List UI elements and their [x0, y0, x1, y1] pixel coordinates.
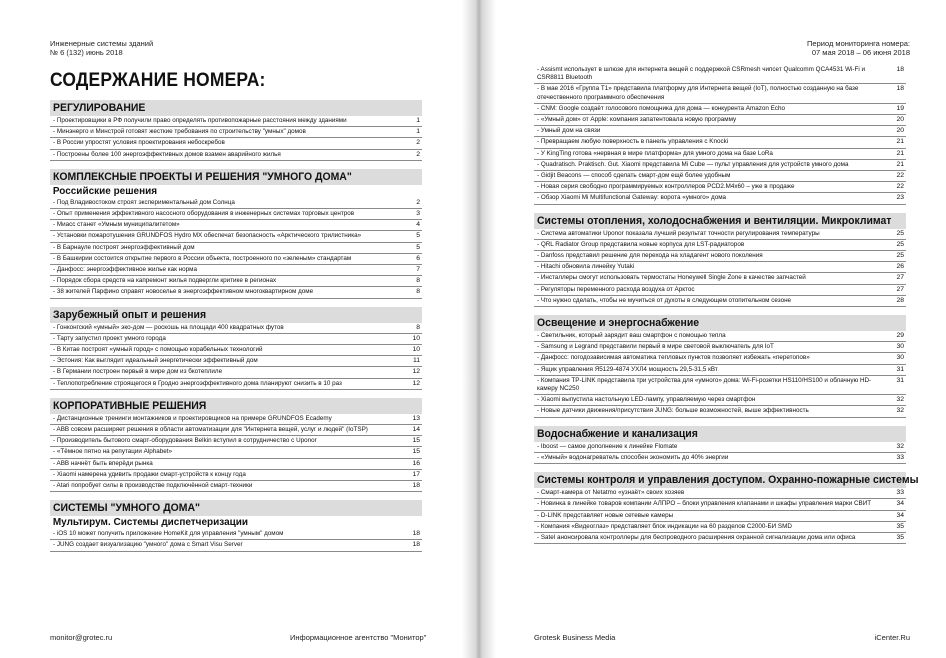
toc-entry-text: - В Китае построят «умный город» с помощью корабельных технологий [53, 346, 263, 354]
toc-entry[interactable] [50, 138, 422, 149]
left-footer-email: monitor@grotec.ru [50, 633, 113, 642]
left-header-line2: № 6 (132) июнь 2018 [50, 48, 123, 57]
toc-entry-page: 20 [896, 127, 904, 135]
toc-entry-text: - В Барнауле построят энергоэффективный дом [53, 243, 195, 251]
toc-entry-text: - У KingTing готова «нервная в мире платформа» для умного дома на базе LoRa [537, 149, 773, 157]
toc-entry-page: 16 [412, 459, 420, 467]
section-header-bar [50, 307, 422, 323]
toc-entry[interactable] [50, 209, 422, 220]
toc-entry-text: - Ящик управления Я5129-4874 УХЛ4 мощность 29,5-31,5 кВт [537, 365, 718, 373]
toc-entry-page: 5 [416, 232, 420, 240]
toc-entry-text: - Компания «Видеоглаз» представляет блок индикации на 60 разделов С2000-БИ SMD [537, 522, 792, 530]
toc-entry[interactable] [534, 126, 906, 137]
section-header-bar [534, 213, 906, 229]
toc-entry[interactable] [534, 353, 906, 364]
toc-entry-page: 3 [416, 210, 420, 218]
right-header-line1: Период мониторинга номера: [807, 39, 910, 48]
right-running-header [807, 39, 910, 57]
toc-entry[interactable] [50, 345, 422, 356]
toc-entry-text: - В Башкирии состоится открытие первого в России объекта, построенного по «зеленым» стандартам [53, 254, 352, 262]
toc-entry-page: 11 [412, 357, 420, 365]
toc-entry-text: - Данфосс: энергоэффективное жилье как норма [53, 266, 197, 274]
toc-entry-text: - Регуляторы переменного расхода воздуха от Арктос [537, 285, 695, 293]
section-title: Освещение и энергоснабжение [537, 317, 700, 330]
toc-entry[interactable] [534, 499, 906, 510]
toc-entry-page: 18 [896, 66, 904, 73]
toc-entry-text: - Система автоматики Uponor показала лучший результат точности регулирования температуры [537, 229, 820, 237]
section-subtitle: Мультирум. Системы диспетчеризации [52, 516, 249, 529]
toc-entry-text: - Xiaomi намерена удивить продажи смарт-устройств к концу года [53, 470, 246, 478]
toc-entry-text: - Новая серия свободно программируемых контроллеров PCD2.M4x60 – уже в продаже [537, 183, 795, 191]
section-subtitle: Российские решения [52, 184, 158, 197]
toc-entry-text: - Danfoss представил решение для перехода на хладагент нового поколения [537, 252, 763, 260]
toc-entry-text: - Новинка в линейке товаров компании АЛПРО – блоки управления клапанами и шкафы управления марки СВИТ [537, 500, 872, 508]
toc-entry[interactable] [534, 331, 906, 342]
toc-entry-text: - Iboost — самое дополнение к линейке Flomate [537, 442, 678, 450]
toc-entry-text: - ABB совсем расширяет решения в области автоматизации для "Интернета вещей, услуг и людей" (IoTSP) [53, 426, 368, 434]
toc-entry[interactable] [50, 334, 422, 345]
toc-section [534, 213, 906, 307]
toc-entry[interactable] [50, 220, 422, 231]
toc-section [534, 426, 906, 464]
toc-entry-page: 32 [896, 407, 904, 415]
toc-entry-page: 28 [896, 296, 904, 304]
toc-entry[interactable] [534, 251, 906, 262]
toc-entry-page: 18 [412, 530, 420, 538]
toc-entry-text: - Assismt использует в шлюзе для интернета вещей с поддержкой CSRmesh чипсет Qualcomm QCA4531 Wi-Fi и CSR8811 Bluetooth [537, 66, 866, 82]
toc-entry-text: - Эстония: Как выглядит идеальный энергетически эффективный дом [53, 357, 258, 365]
toc-entry-text: - iOS 10 может получить приложение HomeKit для управления "умным" домом [53, 530, 284, 538]
toc-entry-page: 34 [896, 511, 904, 519]
toc-entry-text: - Смарт-камера от Netatmo «узнаёт» своих хозяев [537, 489, 685, 497]
toc-entry[interactable] [50, 276, 422, 287]
toc-entry-text: - QRL Radiator Group представила новые корпуса для LST-радиаторов [537, 240, 745, 248]
toc-entry-page: 8 [416, 288, 420, 296]
toc-entry[interactable] [534, 296, 906, 307]
section-title: Системы контроля и управления доступом. Охранно-пожарные системы [537, 474, 919, 487]
toc-entry[interactable] [534, 395, 906, 406]
toc-entry-text: - В России упростят условия проектирования небоскребов [53, 139, 225, 147]
toc-entry[interactable] [50, 287, 422, 298]
toc-entry-page: 1 [416, 117, 420, 124]
toc-entry-text: - Умный дом на связи [537, 127, 601, 135]
left-page [0, 0, 462, 658]
section-title: Водоснабжение и канализация [537, 427, 698, 440]
toc-entry-text: - Миасс станет «Умным муниципалитетом» [53, 221, 180, 229]
toc-entry-page: 10 [412, 334, 420, 342]
toc-entry-page: 18 [412, 482, 420, 490]
toc-entry[interactable] [50, 367, 422, 378]
left-toc-column [50, 100, 422, 560]
toc-entry[interactable] [534, 522, 906, 533]
toc-entry-page: 1 [416, 128, 420, 136]
toc-entry[interactable] [534, 65, 906, 84]
toc-entry-text: - «Умный» водонагреватель способен экономить до 40% энергии [537, 453, 729, 461]
toc-entry[interactable] [534, 84, 906, 103]
toc-entry-text: - JUNG создает визуализацию "умного" дома с Smart Visu Server [53, 541, 243, 549]
toc-entry-text: - «Умный дом» от Apple: компания запатентовала новую программу [537, 116, 737, 124]
toc-entry-page: 34 [896, 500, 904, 508]
toc-entry-text: - Под Владивостоком строят экспериментальный дом Солнца [53, 198, 235, 206]
section-title: КОРПОРАТИВНЫЕ РЕШЕНИЯ [53, 399, 207, 412]
toc-entry-text: - Гонконгский «умный» эко-дом — роскошь на площади 400 квадратных футов [53, 323, 284, 331]
toc-entry-page: 18 [896, 85, 904, 93]
toc-entry[interactable] [50, 231, 422, 242]
toc-entry-page: 35 [896, 533, 904, 541]
left-running-header [50, 39, 153, 57]
toc-section [534, 65, 906, 205]
toc-section [534, 472, 919, 544]
toc-entry-page: 17 [412, 470, 420, 478]
section-header-bar [50, 169, 422, 185]
toc-title: СОДЕРЖАНИЕ НОМЕРА: [50, 70, 266, 91]
toc-entry-text: - Тарту запустил проект умного города [53, 334, 166, 342]
toc-entry-page: 27 [896, 285, 904, 293]
toc-entry-page: 31 [896, 376, 904, 384]
toc-entry-text: - ABB начнёт быть вперёди рынка [53, 459, 153, 467]
toc-entry-text: - В Германии построен первый в мире дом из бкотеплиле [53, 368, 223, 376]
toc-entry[interactable] [50, 127, 422, 138]
toc-entry[interactable] [534, 406, 906, 417]
toc-entry-page: 12 [412, 379, 420, 387]
section-title: КОМПЛЕКСНЫЕ ПРОЕКТЫ И РЕШЕНИЯ "УМНОГО ДОМА" [53, 170, 352, 183]
toc-entry[interactable] [50, 529, 422, 540]
toc-entry-page: 30 [896, 354, 904, 362]
toc-entry-page: 2 [416, 198, 420, 206]
toc-entry[interactable] [50, 379, 422, 390]
toc-entry-page: 32 [896, 442, 904, 450]
section-header-bar [534, 315, 906, 331]
toc-entry-page: 21 [896, 149, 904, 157]
toc-entry-text: - Данфосс: погодозависимая автоматика тепловых пунктов позволяет избежать «перетопов» [537, 354, 810, 362]
toc-entry-page: 12 [412, 368, 420, 376]
toc-entry-page: 10 [412, 346, 420, 354]
toc-entry-page: 31 [896, 365, 904, 373]
toc-entry-text: - Samsung и Legrand представили первый в мире световой выключатель для IoT [537, 343, 774, 351]
toc-entry[interactable] [534, 115, 906, 126]
right-toc-column [534, 65, 919, 552]
toc-entry-text: - В мае 2016 «Группа Т1» представила платформу для Интернета вещей (IoT), полностью созданную на базе отечественного программного обеспечения [537, 85, 859, 101]
toc-entry-text: - Satel анонсировала контроллеры для беспроводного расширения охранной сигнализации дома или офиса [537, 533, 856, 541]
toc-entry[interactable] [534, 160, 906, 171]
toc-entry[interactable] [534, 137, 906, 148]
toc-entry-page: 27 [896, 274, 904, 282]
section-header-bar [50, 398, 422, 414]
toc-entry-page: 30 [896, 343, 904, 351]
toc-entry[interactable] [534, 453, 906, 464]
toc-entry-page: 21 [896, 138, 904, 146]
toc-entry-text: - Компания TP-LINK представила три устройства для «умного» дома: Wi-Fi-розетки HS110/HS100 и облачную HD-камеру NC250 [537, 376, 872, 393]
toc-entry-text: - Установки пожаротушения GRUNDFOS Hydro MX обеспечат безопасность «Арктического трилистника» [53, 232, 362, 240]
right-header-line2: 07 мая 2018 – 06 июня 2018 [811, 48, 910, 57]
section-title: СИСТЕМЫ "УМНОГО ДОМА" [53, 502, 200, 515]
toc-entry-page: 22 [896, 183, 904, 191]
toc-entry-page: 26 [896, 263, 904, 271]
toc-entry-page: 4 [416, 221, 420, 229]
toc-section [50, 307, 422, 390]
toc-entry-text: - Минэнерго и Минстрой готовят жесткие требования по строительству "умных" домов [53, 128, 306, 136]
toc-entry[interactable] [534, 229, 906, 240]
toc-entry-page: 29 [896, 332, 904, 340]
toc-section [50, 500, 422, 551]
toc-entry[interactable] [534, 182, 906, 193]
toc-entry-page: 25 [896, 252, 904, 260]
toc-entry[interactable] [50, 470, 422, 481]
toc-entry-page: 21 [896, 160, 904, 168]
toc-entry[interactable] [534, 342, 906, 353]
toc-entry-text: - D-LINK представляет новые сетевые камеры [537, 511, 674, 519]
toc-entry[interactable] [50, 356, 422, 367]
toc-entry-text: - Инсталлеры смогут использовать термостаты Honeywell Single Zone в качестве запчастей [537, 274, 806, 282]
toc-entry-text: - Hitachi обновила линейку Yutaki [537, 263, 635, 271]
toc-entry[interactable] [50, 116, 422, 127]
right-page [496, 0, 946, 658]
toc-entry[interactable] [534, 193, 906, 204]
toc-entry[interactable] [50, 150, 422, 161]
section-header-bar [50, 100, 422, 116]
left-header-line1: Инженерные системы зданий [50, 39, 154, 48]
toc-entry[interactable] [534, 376, 906, 395]
toc-entry-text: - Quadratisch. Praktisch. Gut. Xiaomi представила Mi Cube — пульт управления для устройств умного дома [537, 160, 849, 168]
toc-entry[interactable] [50, 425, 422, 436]
toc-entry-text: - Дистанционные тренинги монтажников и проектировщиков на примере GRUNDFOS Ecademy [53, 414, 332, 422]
section-header-bar [534, 426, 906, 442]
toc-entry-page: 25 [896, 229, 904, 237]
toc-entry-page: 15 [412, 437, 420, 445]
toc-entry[interactable] [50, 243, 422, 254]
toc-entry-page: 7 [416, 266, 420, 274]
page-gutter [462, 0, 496, 658]
toc-entry[interactable] [50, 265, 422, 276]
section-title: Системы отопления, холодоснабжения и вентиляции. Микроклимат [537, 214, 892, 227]
toc-entry-text: - Gidjit Beacons — способ сделать смарт-дом ещё более удобным [537, 172, 731, 180]
section-title: РЕГУЛИРОВАНИЕ [53, 102, 146, 114]
toc-section [50, 100, 422, 161]
toc-entry-page: 13 [412, 414, 420, 422]
toc-entry-page: 20 [896, 116, 904, 124]
toc-entry-page: 25 [896, 240, 904, 248]
toc-entry-text: - Atari попробует силы в производстве подключённой смарт-техники [53, 482, 253, 490]
toc-entry[interactable] [534, 273, 906, 284]
toc-section [534, 315, 906, 418]
toc-entry-text: - Производитель бытового смарт-оборудования Belkin вступил в сотрудничество с Uponor [53, 437, 317, 445]
toc-entry[interactable] [534, 511, 906, 522]
toc-entry-text: - Новые датчики движения/присутствия JUNG: больше возможностей, выше эффективность [537, 407, 809, 415]
toc-entry-page: 33 [896, 489, 904, 497]
toc-section [50, 398, 422, 492]
toc-entry-page: 23 [896, 194, 904, 202]
toc-entry-text: - Проектировщики в РФ получили право определять противопожарные расстояния между зданиями [53, 117, 347, 124]
toc-entry[interactable] [534, 285, 906, 296]
toc-entry-text: - Обзор Xiaomi Mi Multifunctional Gateway: ворота «умного» дома [537, 194, 727, 202]
toc-entry[interactable] [50, 323, 422, 334]
toc-entry-page: 2 [416, 139, 420, 147]
toc-entry-page: 5 [416, 243, 420, 251]
toc-entry[interactable] [50, 414, 422, 425]
toc-entry[interactable] [534, 104, 906, 115]
toc-entry[interactable] [534, 442, 906, 453]
toc-entry-text: - CNM: Google создаёт голосового помощника для дома — конкурента Amazon Echo [537, 104, 785, 112]
section-header-bar [534, 472, 919, 488]
toc-entry-text: - 38 жителей Парфино справят новоселье в энергоэффективном многоквартирном доме [53, 288, 314, 296]
toc-entry-text: - Построены более 100 энергоэффективных домов взамен аварийного жилья [53, 150, 281, 158]
toc-entry[interactable] [534, 171, 906, 182]
toc-entry-page: 2 [416, 150, 420, 158]
toc-entry-page: 19 [896, 104, 904, 112]
toc-entry[interactable] [50, 540, 422, 551]
section-header-bar [50, 500, 422, 516]
toc-entry-page: 6 [416, 254, 420, 262]
toc-entry[interactable] [50, 254, 422, 265]
toc-entry-text: - Порядок сбора средств на капремонт жилья подвергли критике в регионах [53, 277, 277, 285]
toc-entry[interactable] [534, 240, 906, 251]
toc-entry-page: 33 [896, 453, 904, 461]
toc-entry-page: 14 [412, 426, 420, 434]
toc-entry-page: 22 [896, 172, 904, 180]
toc-entry-text: - Опыт применения эффективного насосного оборудования в инженерных системах торговых центров [53, 210, 355, 218]
toc-entry-page: 15 [412, 448, 420, 456]
toc-entry[interactable] [50, 198, 422, 209]
toc-entry[interactable] [534, 533, 906, 544]
section-title: Зарубежный опыт и решения [53, 308, 207, 321]
toc-entry-page: 18 [412, 541, 420, 549]
toc-section [50, 169, 422, 299]
toc-entry[interactable] [534, 262, 906, 273]
toc-entry-text: - Xiaomi выпустила настольную LED-лампу, управляемую через смартфон [537, 396, 756, 404]
toc-entry-page: 8 [416, 277, 420, 285]
toc-entry[interactable] [50, 481, 422, 492]
toc-entry[interactable] [50, 459, 422, 470]
toc-entry[interactable] [534, 149, 906, 160]
toc-entry-page: 35 [896, 522, 904, 530]
right-footer-site: iCenter.Ru [874, 633, 910, 642]
toc-entry[interactable] [50, 447, 422, 458]
toc-entry-text: - Теплопотребление строящегося в Гродно энергоэффективного дома планируют снизить в 10 раз [53, 379, 342, 387]
toc-entry-text: - Что нужно сделать, чтобы не мучиться от духоты в следующем отопительном сезоне [537, 296, 792, 304]
toc-entry-text: - «Тёмное пятно на репутации Alphabet» [53, 448, 173, 456]
toc-entry-text: - Светильник, который зарядит ваш смартфон с помощью тепла [537, 332, 726, 340]
toc-entry[interactable] [534, 365, 906, 376]
toc-entry[interactable] [534, 488, 906, 499]
right-footer-publisher: Grotesk Business Media [534, 633, 616, 642]
toc-entry[interactable] [50, 436, 422, 447]
left-footer-agency: Информационное агентство "Монитор" [290, 633, 427, 642]
toc-entry-page: 32 [896, 396, 904, 404]
toc-entry-page: 8 [416, 323, 420, 331]
toc-entry-text: - Превращаем любую поверхность в панель управления с Knocki [537, 138, 729, 146]
